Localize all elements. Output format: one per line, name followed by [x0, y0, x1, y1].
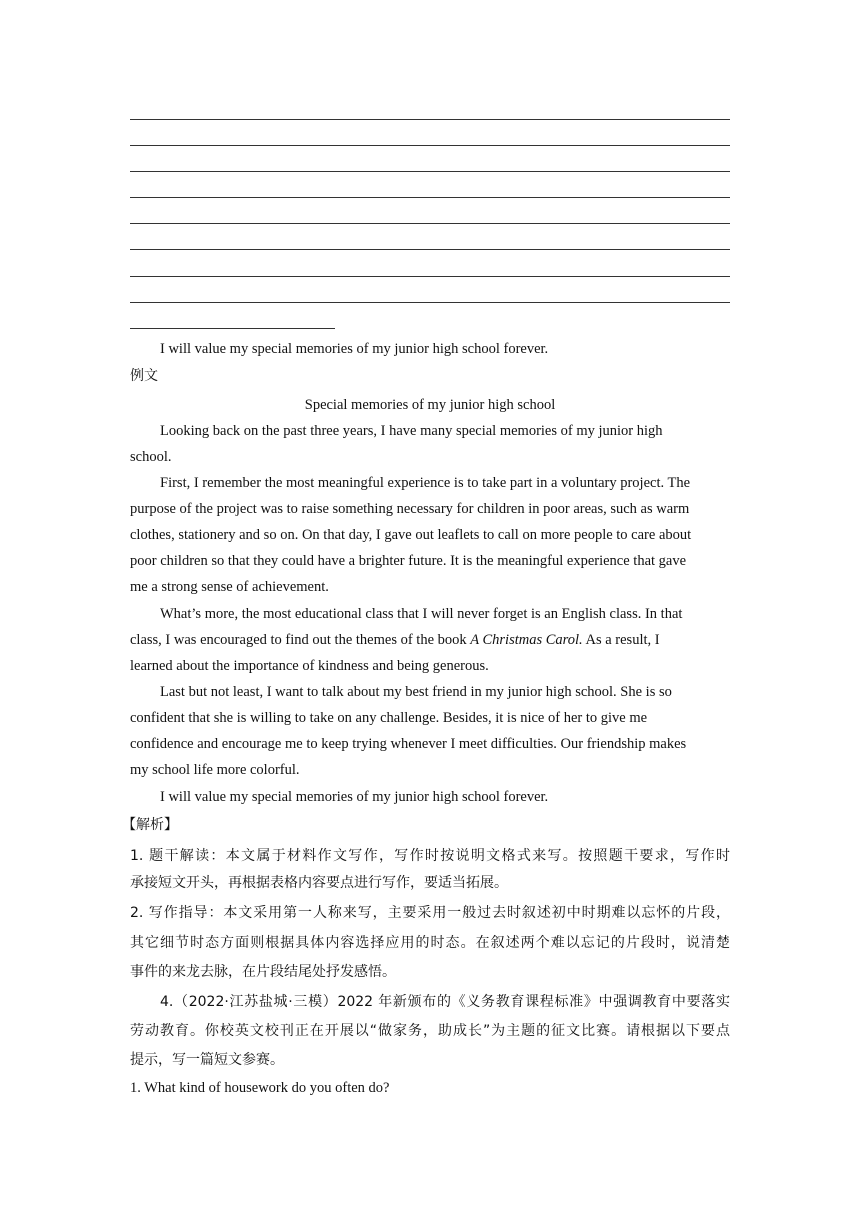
essay-line: confident that she is willing to take on any challenge. Besides, it is nice of her to give me: [130, 710, 648, 726]
essay-line: First, I remember the most meaningful experience is to take part in a voluntary project. The: [160, 475, 691, 491]
essay-title: Special memories of my junior high school: [304, 397, 556, 413]
essay-line: school.: [130, 449, 172, 465]
answer-line: [130, 197, 730, 198]
essay-line: Looking back on the past three years, I have many special memories of my junior high: [160, 423, 663, 439]
analysis-line: 其它细节时态方面则根据具体内容选择应用的时态。在叙述两个难以忘记的片段时，说清楚: [130, 935, 730, 951]
essay-line: poor children so that they could have a brighter future. It is the meaningful experience that gave: [130, 553, 687, 569]
question-prompt: 1. What kind of housework do you often do?: [130, 1080, 390, 1096]
analysis-heading: 【解析】: [122, 817, 178, 833]
analysis-line: 事件的来龙去脉，在片段结尾处抒发感悟。: [130, 964, 396, 980]
essay-line: confidence and encourage me to keep trying whenever I meet difficulties. Our friendship makes: [130, 736, 687, 752]
answer-line: [130, 276, 730, 277]
essay-text: class, I was encouraged to find out the themes of the book: [130, 632, 471, 648]
essay-text: As a result, I: [582, 632, 660, 648]
sample-label: 例文: [130, 368, 158, 384]
essay-line: me a strong sense of achievement.: [130, 579, 329, 595]
question-line: 劳动教育。你校英文校刊正在开展以“做家务，助成长”为主题的征文比赛。请根据以下要点: [130, 1023, 730, 1039]
answer-line: [130, 302, 730, 303]
answer-line: [130, 145, 730, 146]
essay-line: purpose of the project was to raise something necessary for children in poor areas, such as warm: [130, 501, 690, 517]
prompt-closing-sentence: I will value my special memories of my junior high school forever.: [160, 341, 549, 357]
answer-line: [130, 119, 730, 120]
essay-line: my school life more colorful.: [130, 762, 300, 778]
essay-line: Last but not least, I want to talk about my best friend in my junior high school. She is so: [160, 684, 672, 700]
answer-line: [130, 171, 730, 172]
essay-line: [130, 630, 730, 650]
analysis-line: 1. 题干解读：本文属于材料作文写作，写作时按说明文格式来写。按照题干要求，写作时: [130, 848, 730, 864]
analysis-line: 承接短文开头，再根据表格内容要点进行写作，要适当拓展。: [130, 875, 508, 891]
essay-line: clothes, stationery and so on. On that day, I gave out leaflets to call on more people to care about: [130, 527, 692, 543]
essay-line: learned about the importance of kindness and being generous.: [130, 658, 489, 674]
question-line: 提示，写一篇短文参赛。: [130, 1052, 284, 1068]
analysis-line: 2. 写作指导：本文采用第一人称来写，主要采用一般过去时叙述初中时期难以忘怀的片段，: [130, 905, 730, 921]
answer-line: [130, 249, 730, 250]
book-title: A Christmas Carol.: [470, 632, 583, 648]
answer-line-short: [130, 328, 335, 329]
essay-closing: I will value my special memories of my junior high school forever.: [160, 789, 549, 805]
question-line: 4.（2022·江苏盐城·三模）2022 年新颁布的《义务教育课程标准》中强调教育中要落实: [160, 994, 730, 1010]
essay-line: What’s more, the most educational class that I will never forget is an English class. In that: [160, 606, 683, 622]
answer-line: [130, 223, 730, 224]
